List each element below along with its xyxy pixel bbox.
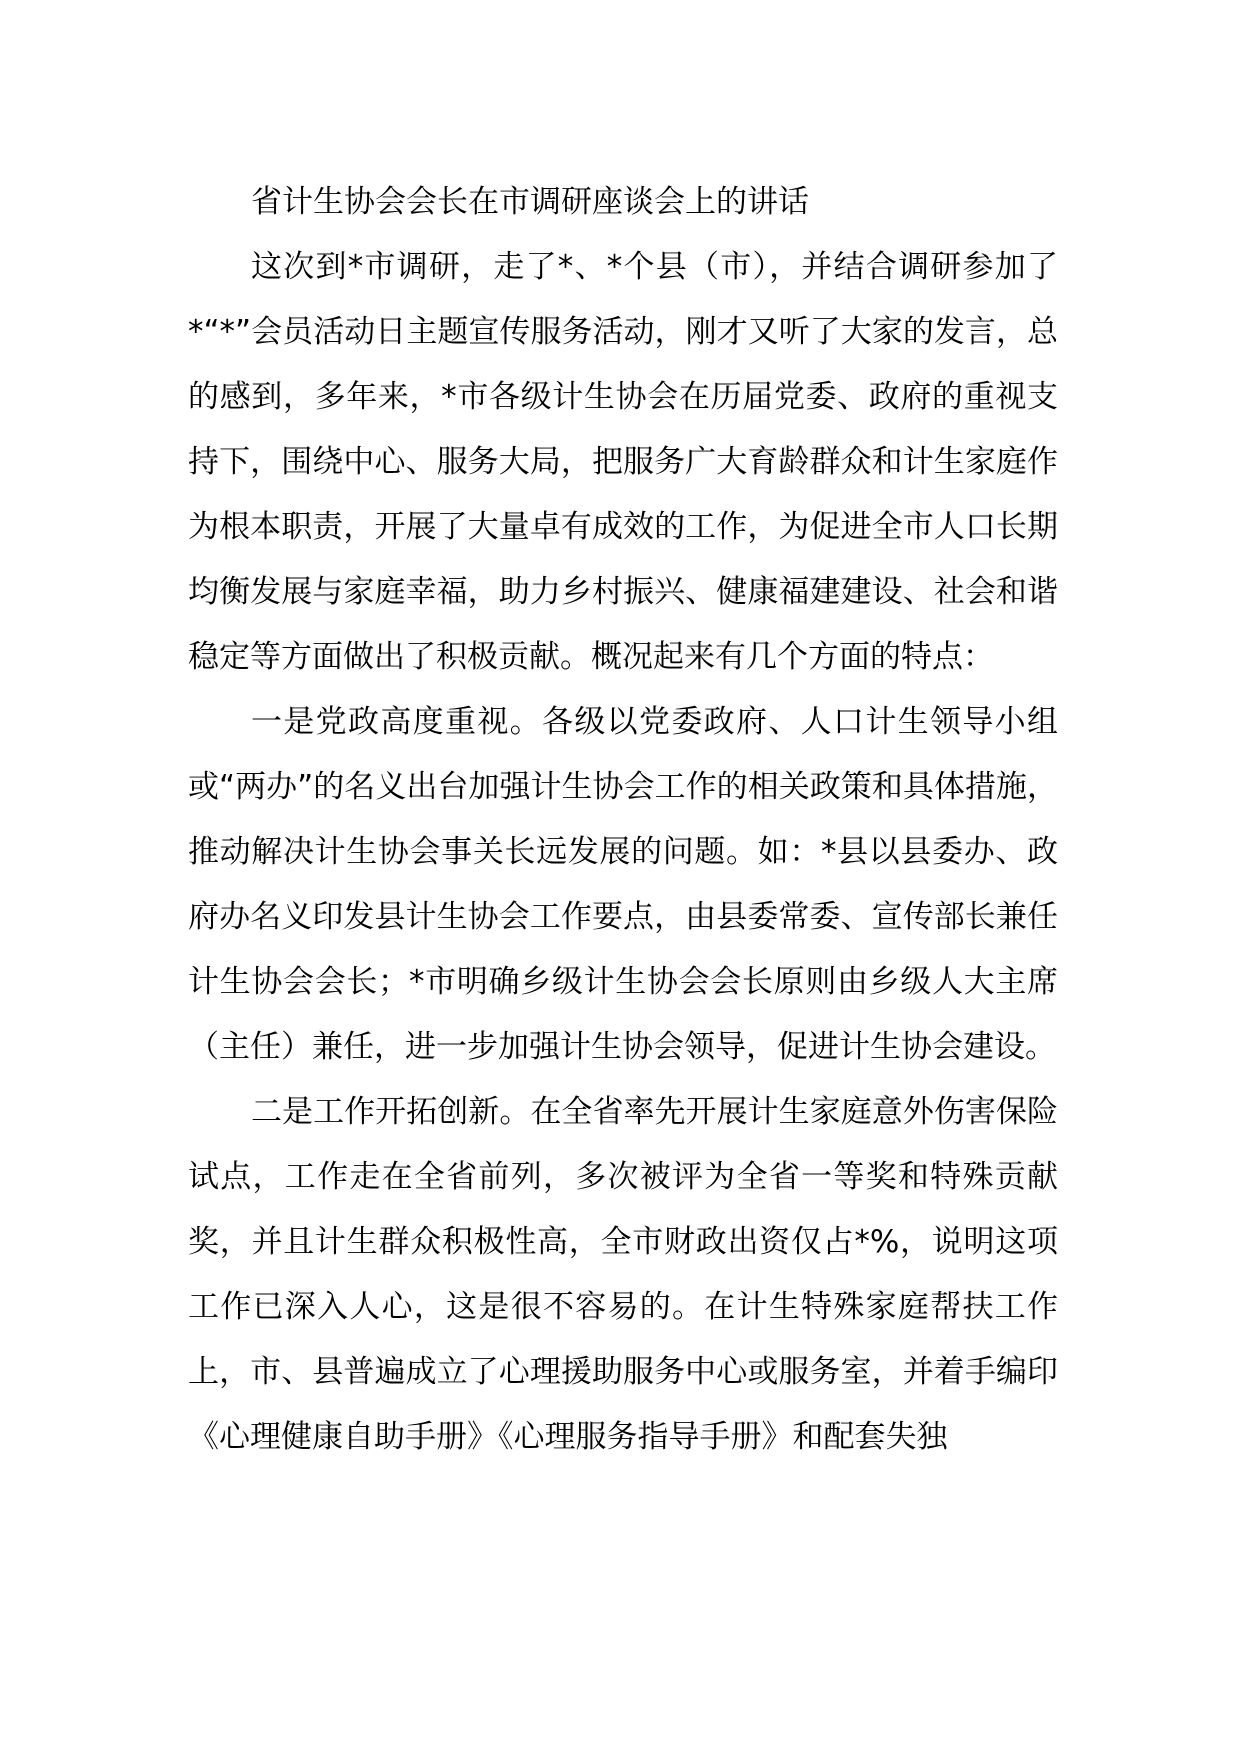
document-body: [188, 170, 1058, 1470]
paragraph-intro: 这次到*市调研，走了*、*个县（市），并结合调研参加了*“*”会员活动日主题宣传服务活动，刚才又听了大家的发言，总的感到，多年来，*市各级计生协会在历届党委、政府的重视支持下，围绕中心、服务大局，把服务广大育龄群众和计生家庭作为根本职责，开展了大量卓有成效的工作，为促进全市人口长期均衡发展与家庭幸福，助力乡村振兴、健康福建建设、社会和谐稳定等方面做出了积极贡献。概况起来有几个方面的特点：: [188, 249, 1058, 675]
paragraph-point-one: 一是党政高度重视。各级以党委政府、人口计生领导小组或“两办”的名义出台加强计生协会工作的相关政策和具体措施，推动解决计生协会事关长远发展的问题。如：*县以县委办、政府办名义印发县计生协会工作要点，由县委常委、宣传部长兼任计生协会会长；*市明确乡级计生协会会长原则由乡级人大主席（主任）兼任，进一步加强计生协会领导，促进计生协会建设。: [188, 704, 1058, 1065]
paragraph-point-two: 二是工作开拓创新。在全省率先开展计生家庭意外伤害保险试点，工作走在全省前列，多次被评为全省一等奖和特殊贡献奖，并且计生群众积极性高，全市财政出资仅占*%，说明这项工作已深入人心，这是很不容易的。在计生特殊家庭帮扶工作上，市、县普遍成立了心理援助服务中心或服务室，并着手编印《心理健康自助手册》《心理服务指导手册》和配套失独: [188, 1094, 1058, 1455]
document-title: 省计生协会会长在市调研座谈会上的讲话: [251, 184, 809, 220]
